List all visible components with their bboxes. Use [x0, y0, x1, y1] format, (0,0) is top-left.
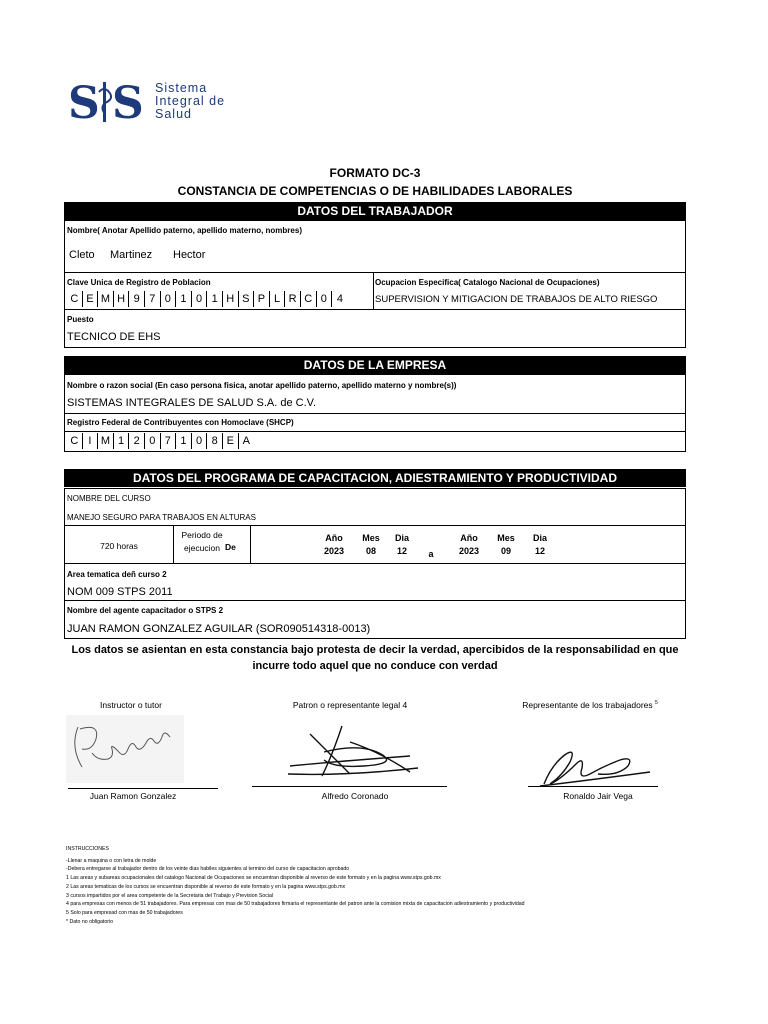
curp-row-cell: H [114, 291, 130, 307]
company-section-header: DATOS DE LA EMPRESA [64, 356, 686, 374]
occupation-label: Ocupacion Especifica( Catalogo Nacional de Ocupaciones) [375, 278, 600, 287]
instructor-name: Juan Ramon Gonzalez [89, 791, 177, 801]
instructor-label: Instructor o tutor [100, 700, 162, 710]
rfc-row-cell: I [83, 433, 99, 449]
instructions [66, 845, 524, 926]
position-label: Puesto [67, 315, 94, 324]
curp-label: Clave Unica de Registro de Poblacion [67, 278, 211, 287]
curp-row-cell: H [223, 291, 239, 307]
instruction-item: 2 Las areas tematicas de los cursos se encuentran disponible al reverso de este formato y en la pagina www.stps.gob.mx [66, 883, 346, 890]
instruction-item: 1 Las areas y subareas ocupacionales del catalogo Nacional de Ocupaciones se encuentran disponible al reverso de este formato y en la pagina www.stps.gob.mx [66, 875, 441, 882]
start-day-label: Dia [394, 533, 409, 543]
area-value: NOM 009 STPS 2011 [67, 586, 173, 598]
worker-name-paterno: Cleto [69, 249, 95, 261]
workers-rep-label: Representante de los trabajadores $^5$ [522, 700, 658, 710]
svg-text:S: S [112, 78, 144, 126]
logo-wordmark: Sistema Integral de Salud [155, 81, 226, 121]
rfc-label: Registro Federal de Contribuyentes con Homoclave (SHCP) [67, 418, 294, 427]
curp-row-cell: 7 [145, 291, 161, 307]
rfc-row-cell: 2 [129, 433, 145, 449]
end-month-label: Mes [497, 533, 515, 543]
workers-rep-signature [530, 736, 660, 792]
curp-row-cell: E [83, 291, 99, 307]
workers-rep-name: Ronaldo Jair Vega [563, 791, 633, 801]
program-section [64, 488, 686, 639]
worker-name-materno: Martinez [110, 249, 153, 261]
rfc-row-cell: 0 [192, 433, 208, 449]
curp-row-cell: 1 [176, 291, 192, 307]
position-value: TECNICO DE EHS [67, 331, 161, 343]
worker-section-header: DATOS DEL TRABAJADOR [64, 202, 686, 220]
rfc-row-cell: 8 [207, 433, 223, 449]
worker-name-nombres: Hector [173, 249, 206, 261]
curp-row-cell: C [67, 291, 83, 307]
curp-row-cell: P [254, 291, 270, 307]
curp-row-cell: 0 [192, 291, 208, 307]
course-label: NOMBRE DEL CURSO [67, 494, 151, 503]
occupation-value: SUPERVISION Y MITIGACION DE TRABAJOS DE ALTO RIESGO [375, 294, 658, 305]
rfc-row-cell: 1 [114, 433, 130, 449]
rfc-row-cell: E [223, 433, 239, 449]
instruction-item: -Llenar a maquina o con letra de molde [66, 857, 157, 864]
worker-section [64, 220, 686, 348]
agent-value: JUAN RAMON GONZALEZ AGUILAR (SOR090514318-0013) [67, 623, 371, 635]
agent-label: Nombre del agente capacitador o STPS 2 [67, 606, 224, 615]
employer-signature-line [252, 786, 447, 787]
curp-row-cell: 1 [207, 291, 223, 307]
employer-signature [280, 722, 430, 784]
svg-text:S: S [68, 78, 100, 126]
curp-row-cell: 4 [336, 293, 343, 305]
curp-row-cell: L [270, 291, 286, 307]
rfc-chars [67, 433, 254, 449]
start-month-label: Mes [362, 533, 380, 543]
instructor-signature [66, 715, 186, 785]
rfc-row-cell: 0 [145, 433, 161, 449]
curp-row-cell: 9 [129, 291, 145, 307]
curp-row-cell: S [239, 291, 255, 307]
program-section-header: DATOS DEL PROGRAMA DE CAPACITACION, ADIESTRAMIENTO Y PRODUCTIVIDAD [64, 469, 686, 487]
rfc-row-cell: M [98, 433, 114, 449]
workers-rep-signature-line [528, 786, 658, 787]
instructions-title: INSTRUCCIONES [66, 846, 109, 852]
worker-name-label: Nombre( Anotar Apellido paterno, apellido materno, nombres) [67, 226, 302, 235]
end-year: 2023 [458, 546, 480, 556]
curp-row-cell: C [301, 291, 317, 307]
end-month: 09 [500, 546, 511, 556]
instruction-item: * Dato no obligatorio [66, 918, 114, 925]
start-month: 08 [365, 546, 376, 556]
curp-row-cell: 0 [161, 291, 177, 307]
course-value: MANEJO SEGURO PARA TRABAJOS EN ALTURAS [67, 513, 256, 522]
instruction-item: -Debera entregarse al trabajador dentro de los veinte dias habiles siguientes al termino del curso de capacitacion aprobado [66, 866, 350, 873]
start-year-label: Año [325, 533, 343, 543]
rfc-row-cell: 1 [176, 433, 192, 449]
employer-name: Alfredo Coronado [321, 791, 389, 801]
end-year-label: Año [460, 533, 478, 543]
start-day: 12 [396, 546, 407, 556]
rfc-row-cell: 7 [161, 433, 177, 449]
rfc-row-cell: C [67, 433, 83, 449]
course-hours: 720 horas [100, 541, 138, 551]
employer-label: Patron o representante legal 4 [292, 700, 408, 710]
start-year: 2023 [323, 546, 345, 556]
curp-row-cell: M [98, 291, 114, 307]
form-title: CONSTANCIA DE COMPETENCIAS O DE HABILIDADES LABORALES [177, 184, 573, 198]
instruction-item: 3 cursos impartidos por el area competente de la Secretaria del Trabajo y Prevision Social [66, 892, 274, 899]
curp-row-cell: 0 [317, 291, 333, 307]
period-label: Periodo de ejecucion [181, 530, 223, 553]
rfc-row-cell: A [242, 435, 250, 447]
instructor-signature-line [68, 788, 218, 789]
end-day: 12 [534, 546, 545, 556]
instruction-item: 5 Solo para empresad con mas de 50 trabajadores [66, 909, 183, 916]
company-section [64, 374, 686, 452]
area-label: Area tematica deñ curso 2 [67, 570, 167, 579]
curp-row-cell: R [285, 291, 301, 307]
period-to: a [428, 549, 434, 559]
company-name-label: Nombre o razon social (En caso persona fisica, anotar apellido paterno, apellido materno y nombre(s)) [67, 381, 457, 390]
end-day-label: Dia [532, 533, 547, 543]
company-name-value: SISTEMAS INTEGRALES DE SALUD S.A. de C.V. [67, 397, 317, 409]
legal-notice: Los datos se asientan en esta constancia bajo protesta de decir la verdad, apercibidos de la responsabilidad en que incurre todo aquel que no conduce con verdad [71, 644, 679, 672]
period-from: De [225, 542, 236, 552]
form-code: FORMATO DC-3 [329, 166, 421, 180]
instruction-item: 4 para empresas con menos de 51 trabajadores. Para empresas con mas de 50 trabajadores firmaria el representante del patron ante la comision mixta de capacitacion adiestramiento y productividad [66, 901, 525, 908]
curp-chars [67, 291, 348, 307]
